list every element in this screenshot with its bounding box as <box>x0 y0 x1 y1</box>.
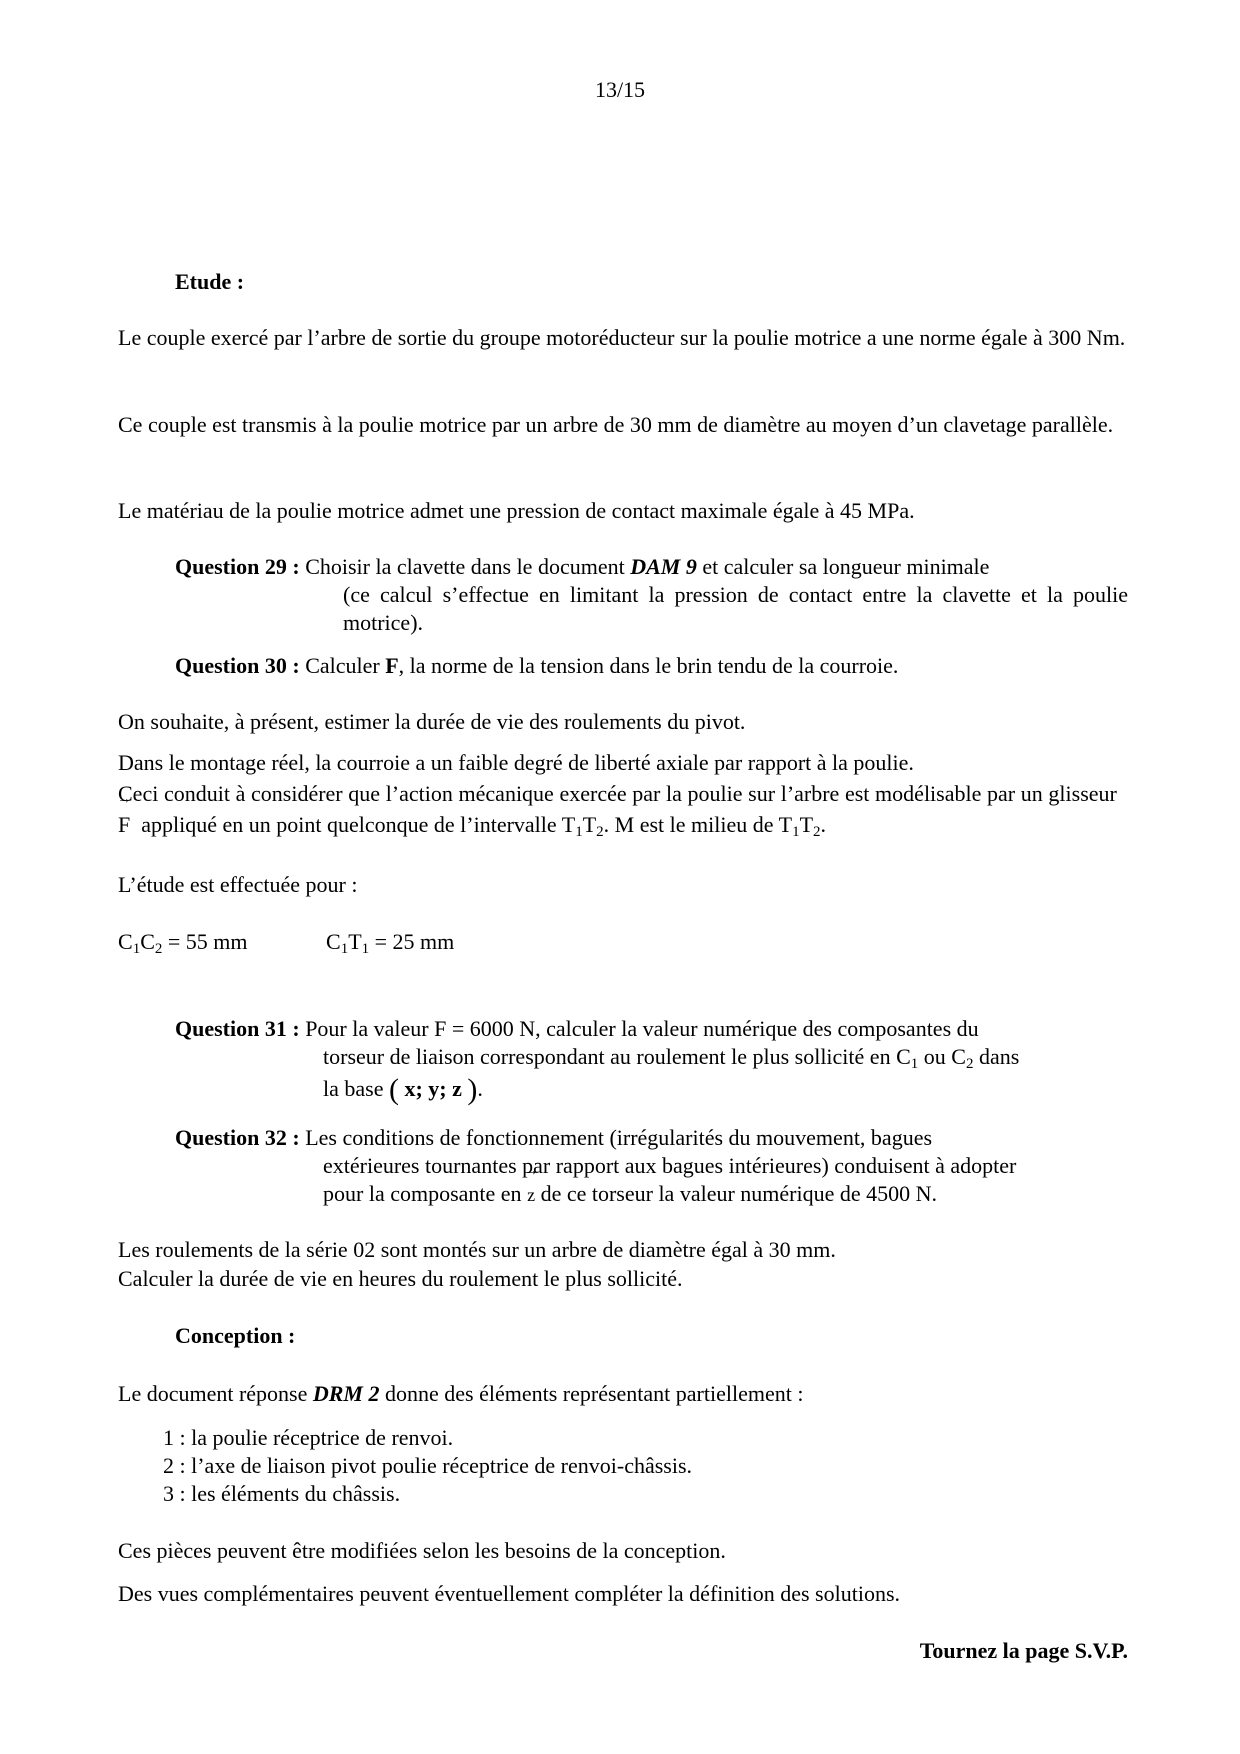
question-31-text-a: Pour la valeur F = 6000 N, calculer la valeur numérique des composantes du <box>305 1016 979 1041</box>
question-29-label: Question 29 : <box>175 554 300 579</box>
serie-paragraph-1: Les roulements de la série 02 sont montés sur un arbre de diamètre égal à 30 mm. <box>118 1237 836 1262</box>
roulements-paragraph-1: On souhaite, à présent, estimer la durée de vie des roulements du pivot. <box>118 709 746 734</box>
z-vector: → z <box>527 1181 535 1209</box>
question-31-text-e: la base <box>323 1076 384 1101</box>
roulements-paragraph-3: Ceci conduit à considérer que l’action mécanique exercée par la poulie sur l’arbre est modélisable par un glisseur → F appliqué en un point quelconque de l’intervalle $T_1T_2$. M est le milieu de $T_1T_2$. <box>118 778 1128 840</box>
question-32-text-c: pour la composante en <box>323 1181 522 1206</box>
roulements-p3-text-c: . M est le milieu de T <box>603 812 793 837</box>
question-29-text-c: (ce calcul s’effectue en limitant la pression de contact entre la clavette et la poulie motrice). <box>343 582 1128 635</box>
question-30-text-b: , la norme de la tension dans le brin tendu de la courroie. <box>398 653 899 678</box>
roulements-p3-text-b: appliqué en un point quelconque de l’intervalle T <box>141 812 576 837</box>
question-29-text-a: Choisir la clavette dans le document <box>305 554 625 579</box>
list-item: 2 : l’axe de liaison pivot poulie réceptrice de renvoi-châssis. <box>163 1453 693 1478</box>
question-32-label: Question 32 : <box>175 1125 300 1150</box>
dimension-c1t1-value: = 25 mm <box>374 929 455 954</box>
question-32-text-a: Les conditions de fonctionnement (irrégularités du mouvement, bagues <box>305 1125 933 1150</box>
question-32-text-b: extérieures tournantes par rapport aux bagues intérieures) conduisent à adopter <box>323 1153 1017 1178</box>
list-item: 1 : la poulie réceptrice de renvoi. <box>163 1425 454 1450</box>
question-29 <box>175 553 1128 637</box>
force-vector-f: → F <box>118 809 130 840</box>
dimension-c1c2-value: = 55 mm <box>167 929 248 954</box>
roulements-p3-text-a: Ceci conduit à considérer que l’action mécanique exercée par la poulie sur l’arbre est modélisable par un glisseur <box>118 781 1117 806</box>
question-30-text-a: Calculer <box>305 653 380 678</box>
conception-paragraph-1: Ces pièces peuvent être modifiées selon les besoins de la conception. <box>118 1538 726 1563</box>
etude-title: Etude : <box>175 269 245 294</box>
etude-paragraph-1: Le couple exercé par l’arbre de sortie du groupe motoréducteur sur la poulie motrice a une norme égale à 300 Nm. <box>118 325 1126 350</box>
list-item: 3 : les éléments du châssis. <box>163 1481 401 1506</box>
dimension-c1c2: $C_1C_2 = 55$ mm <box>118 929 248 957</box>
etude-paragraph-3: Le matériau de la poulie motrice admet une pression de contact maximale égale à 45 MPa. <box>118 498 915 523</box>
serie-paragraph-2: Calculer la durée de vie en heures du roulement le plus sollicité. <box>118 1266 683 1291</box>
question-29-doc-ref: DAM 9 <box>630 554 697 579</box>
question-31-text-c: ou C <box>923 1044 966 1069</box>
question-31-text-b: torseur de liaison correspondant au roulement le plus sollicité en C <box>323 1044 911 1069</box>
conception-doc-ref: DRM 2 <box>312 1381 380 1406</box>
question-31: Question 31 : Pour la valeur F = 6000 N, calculer la valeur numérique des composantes du torseur de liaison correspondant au roulement le plus sollicité en $C_1$ ou $C_2$ dans la base ( x; y; z ). <box>175 1016 1020 1106</box>
roulements-paragraph-4: L’étude est effectuée pour : <box>118 872 358 897</box>
question-31-text-d: dans <box>978 1044 1020 1069</box>
roulements-paragraph-2: Dans le montage réel, la courroie a un faible degré de liberté axiale par rapport à la poulie. <box>118 750 914 775</box>
conception-title: Conception : <box>175 1323 296 1348</box>
question-32-text-d: de ce torseur la valeur numérique de 4500 N. <box>540 1181 938 1206</box>
conception-paragraph-2: Des vues complémentaires peuvent éventuellement compléter la définition des solutions. <box>118 1581 900 1606</box>
question-32 <box>175 1124 1128 1209</box>
page-number: 13/15 <box>594 77 646 102</box>
question-29-text-b: et calculer sa longueur minimale <box>702 554 990 579</box>
question-30 <box>175 652 1128 680</box>
question-31-label: Question 31 : <box>175 1016 300 1041</box>
conception-intro-a: Le document réponse <box>118 1381 308 1406</box>
conception-intro-b: donne des éléments représentant partiellement : <box>385 1381 804 1406</box>
footer-turn-page: Tournez la page S.V.P. <box>919 1638 1128 1663</box>
etude-paragraph-2: Ce couple est transmis à la poulie motrice par un arbre de 30 mm de diamètre au moyen d’un clavetage parallèle. <box>118 412 1114 437</box>
question-30-label: Question 30 : <box>175 653 300 678</box>
conception-intro <box>118 1380 1128 1408</box>
question-30-f: F <box>385 653 399 678</box>
question-31-basis: x; y; z <box>404 1076 462 1101</box>
dimension-c1t1: $C_1T_1 = 25$ mm <box>326 929 455 957</box>
